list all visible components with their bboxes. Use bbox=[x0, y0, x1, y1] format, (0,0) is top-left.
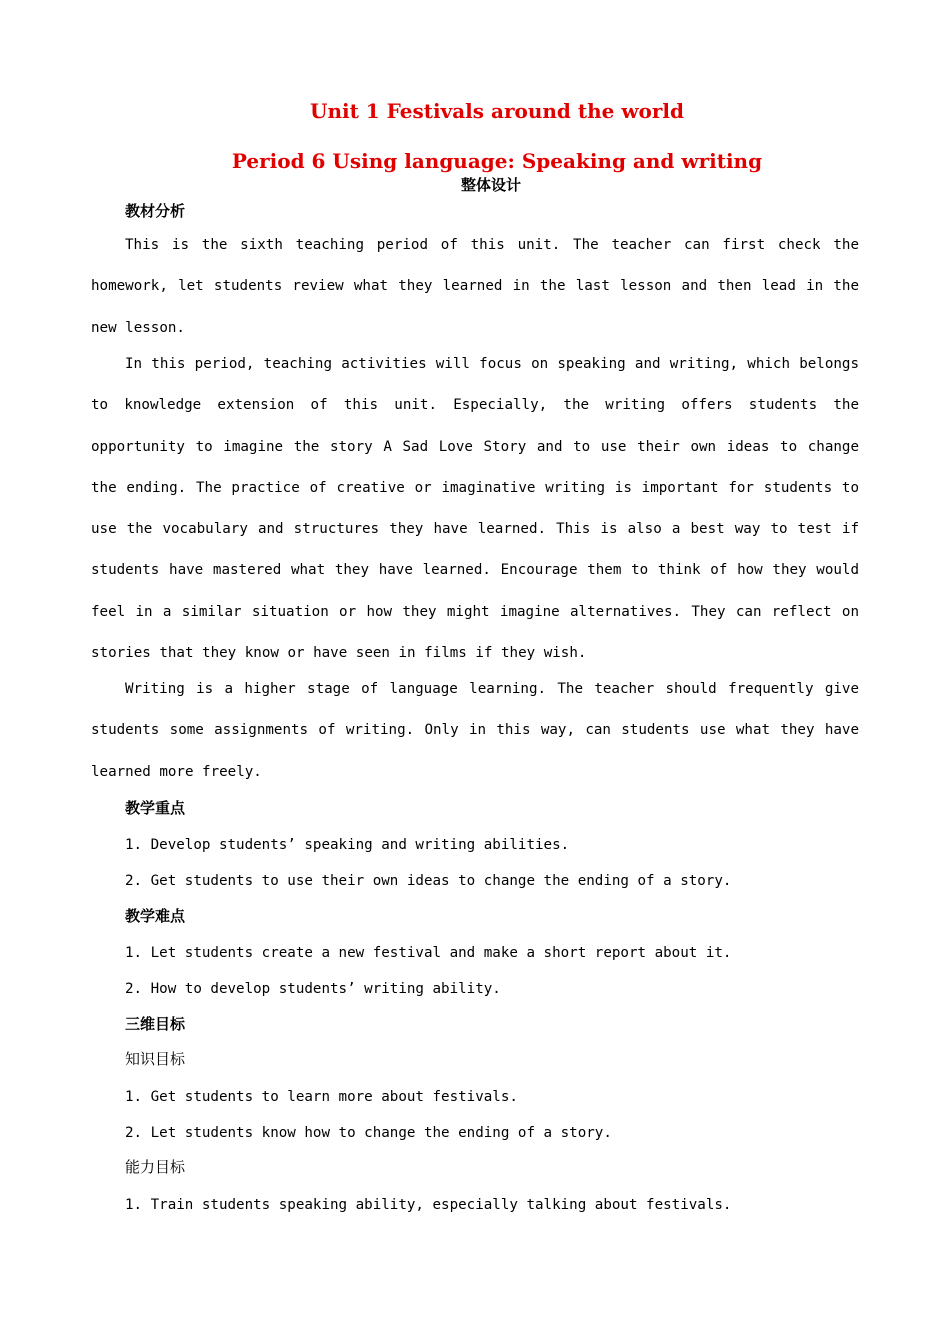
analysis-paragraph-3: Writing is a higher stage of language learning. The teacher should frequently give students some assignments of writing. Only in this way, can students use what they have learned more freely. bbox=[91, 681, 859, 780]
analysis-paragraph-2: In this period, teaching activities will focus on speaking and writing, which belongs to knowledge extension of this unit. Especially, the writing offers students the opportunity to imagine the story A Sad Love Story and to use their own ideas to change the ending. The practice of creative or imaginative writing is important for students to use the vocabulary and structures they have learned. This is also a best way to test if students have mastered what they have learned. Encourage them to think of how they would feel in a similar situation or how they might imagine alternatives. They can reflect on stories that they know or have seen in films if they wish. bbox=[91, 356, 859, 662]
period-title: Period 6 Using language: Speaking and writing bbox=[231, 149, 763, 173]
key-points-heading: 教学重点 bbox=[125, 799, 186, 817]
difficult-point-item-1: 1. Let students create a new festival and make a short report about it. bbox=[125, 945, 732, 961]
analysis-paragraph-1: This is the sixth teaching period of this unit. The teacher can first check the homework, let students review what they learned in the last lesson and then lead in the new lesson. bbox=[91, 237, 859, 336]
ability-objective-item-1: 1. Train students speaking ability, especially talking about festivals. bbox=[125, 1197, 732, 1213]
ability-objectives-label: 能力目标 bbox=[125, 1158, 186, 1176]
knowledge-objective-item-1: 1. Get students to learn more about festivals. bbox=[125, 1089, 518, 1105]
unit-title: Unit 1 Festivals around the world bbox=[310, 99, 684, 123]
difficult-point-item-2: 2. How to develop students’ writing ability. bbox=[125, 981, 501, 997]
knowledge-objective-item-2: 2. Let students know how to change the ending of a story. bbox=[125, 1125, 612, 1141]
key-point-item-1: 1. Develop students’ speaking and writing abilities. bbox=[125, 837, 570, 853]
objectives-heading: 三维目标 bbox=[125, 1015, 186, 1033]
knowledge-objectives-label: 知识目标 bbox=[125, 1050, 186, 1068]
difficult-points-heading: 教学难点 bbox=[125, 907, 186, 925]
key-point-item-2: 2. Get students to use their own ideas to change the ending of a story. bbox=[125, 873, 732, 889]
analysis-heading: 教材分析 bbox=[125, 202, 186, 220]
overall-design-subtitle: 整体设计 bbox=[460, 176, 521, 194]
